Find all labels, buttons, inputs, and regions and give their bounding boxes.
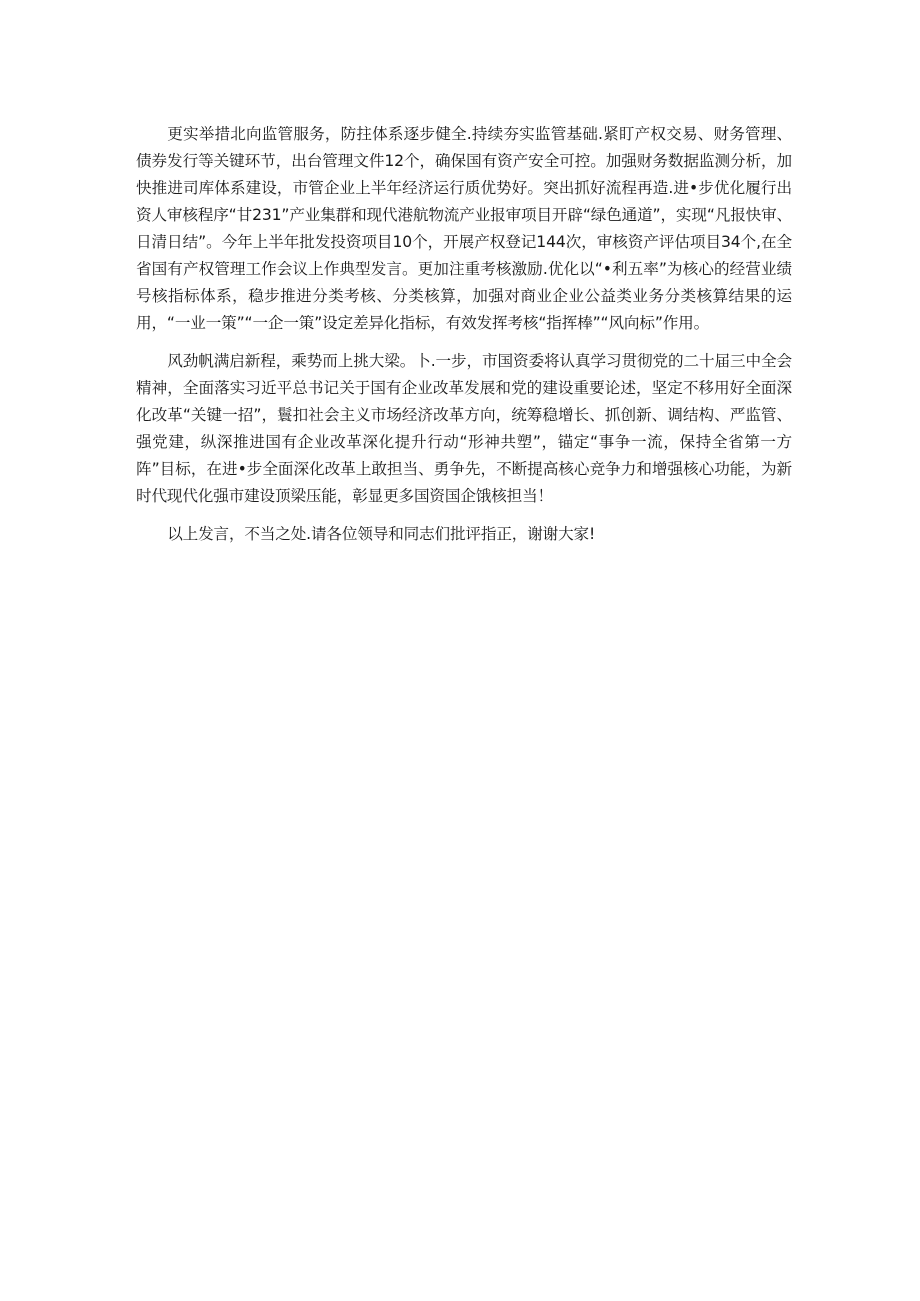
- paragraph-closing: 以上发言，不当之处.请各位领导和同志们批评指正，谢谢大家!: [167, 525, 596, 543]
- paragraph-outlook: 风劲帆满启新程，乘势而上挑大梁。卜.一步，市国资委将认真学习贯彻党的二十届三中全会精神，全面落实习近平总书记关于国有企业改革发展和党的建设重要论述，坚定不移用好全面深化改革“关键一招”，鬟扣社会主义市场经济改革方向，统筹稳增长、抓创新、调结构、严监管、强党建，纵深推进国有企业改革深化提升行动“形神共塑”，锚定“事争一流，保持全省第一方阵”目标，在进•步全面深化改革上敢担当、勇争先，不断提高核心竞争力和增强核心功能，为新时代现代化强市建设顶梁压能，彰显更多国资国企饿核担当！: [136, 352, 792, 505]
- document-body: [136, 121, 792, 559]
- paragraph-supervision: 更实举措北向监管服务，防拄体系逐步健全.持续夯实监管基础.紧盯产权交易、财务管理、债券发行等关键环节，出台管理文件12个，确保国有资产安全可控。加强财务数据监测分析，加快推进司库体系建设，市管企业上半年经济运行质优势好。突出抓好流程再造.进•步优化履行出资人审核程序“甘231”产业集群和现代港航物流产业报审项目开辟“绿色通道”，实现“凡报快审、日清日结”。今年上半年批发投资项目10个，开展产权登记144次，审核资产评估项目34个,在全省国有产权管理工作会议上作典型发言。更加注重考核激励.优化以“•利五率”为核心的经营业绩号核指标体系，稳步推进分类考核、分类核算，加强对商业企业公益类业务分类核算结果的运用，“一业一策”“一企一策”设定差异化指标，有效发挥考核“指挥棒”“风向标”作用。: [136, 125, 792, 332]
